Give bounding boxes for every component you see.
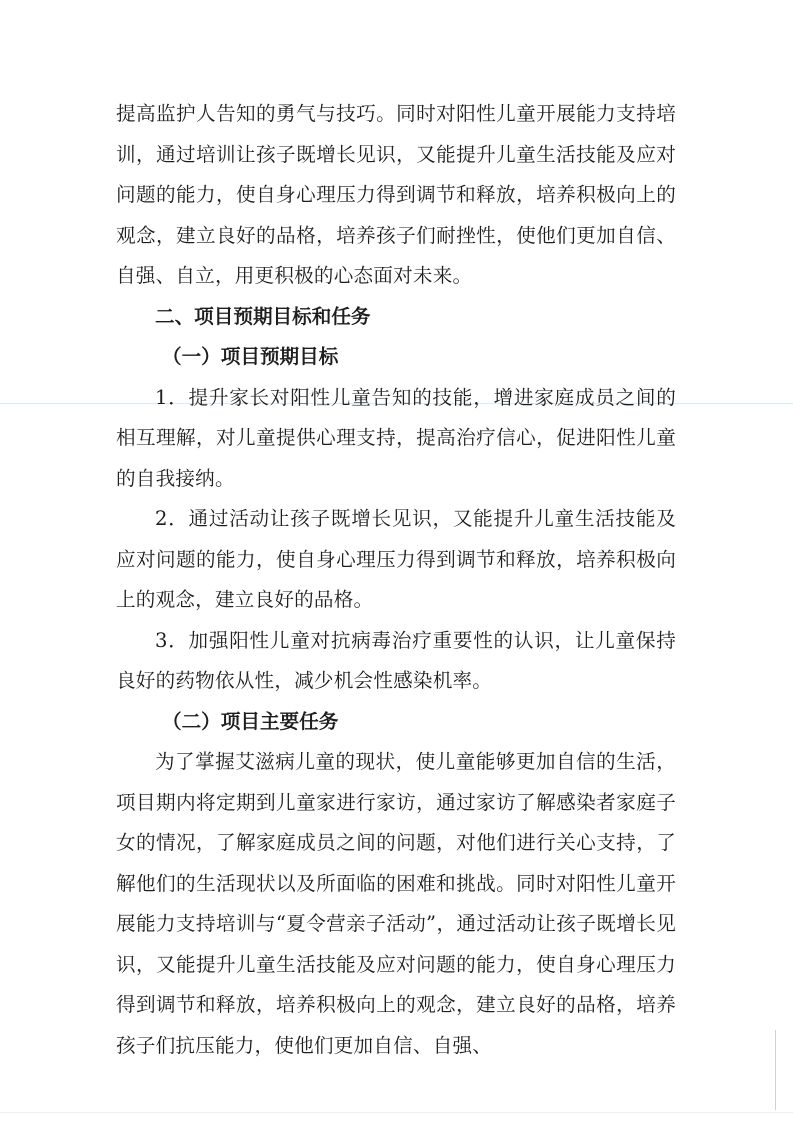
subsection-heading: （二）项目主要任务 [162, 709, 339, 733]
scan-artifact-edge [775, 1030, 776, 1110]
scan-artifact-line [0, 1112, 793, 1113]
paragraph-continuation: 提高监护人告知的勇气与技巧。同时对阳性儿童开展能力支持培训，通过培训让孩子既增长见识，又能提升儿童生活技能及应对问题的能力，使自身心理压力得到调节和释放，培养积极向上的观念，建立良好的品格，培养孩子们耐挫性，使他们更加自信、自强、自立，用更积极的心态面对未来。 [116, 102, 676, 287]
goal-item-3: 3．加强阳性儿童对抗病毒治疗重要性的认识，让儿童保持良好的药物依从性，减少机会性感染机率。 [116, 628, 676, 692]
goal-item-2: 2．通过活动让孩子既增长见识，又能提升儿童生活技能及应对问题的能力，使自身心理压力得到调节和释放，培养积极向上的观念，建立良好的品格。 [116, 507, 676, 611]
document-body [116, 94, 676, 1066]
task-paragraph: 为了掌握艾滋病儿童的现状，使儿童能够更加自信的生活，项目期内将定期到儿童家进行家访，通过家访了解感染者家庭子女的情况，了解家庭成员之间的问题，对他们进行关心支持，了解他们的生活现状以及所面临的困难和挑战。同时对阳性儿童开展能力支持培训与“夏令营亲子活动”，通过活动让孩子既增长见识，又能提升儿童生活技能及应对问题的能力，使自身心理压力得到调节和释放，培养积极向上的观念，建立良好的品格，培养孩子们抗压能力，使他们更加自信、自强、 [116, 750, 676, 1057]
goal-item-1: 1．提升家长对阳性儿童告知的技能，增进家庭成员之间的相互理解，对儿童提供心理支持，提高治疗信心，促进阳性儿童的自我接纳。 [116, 385, 676, 490]
section-heading: 二、项目预期目标和任务 [155, 304, 371, 328]
subsection-heading: （一）项目预期目标 [162, 345, 339, 368]
